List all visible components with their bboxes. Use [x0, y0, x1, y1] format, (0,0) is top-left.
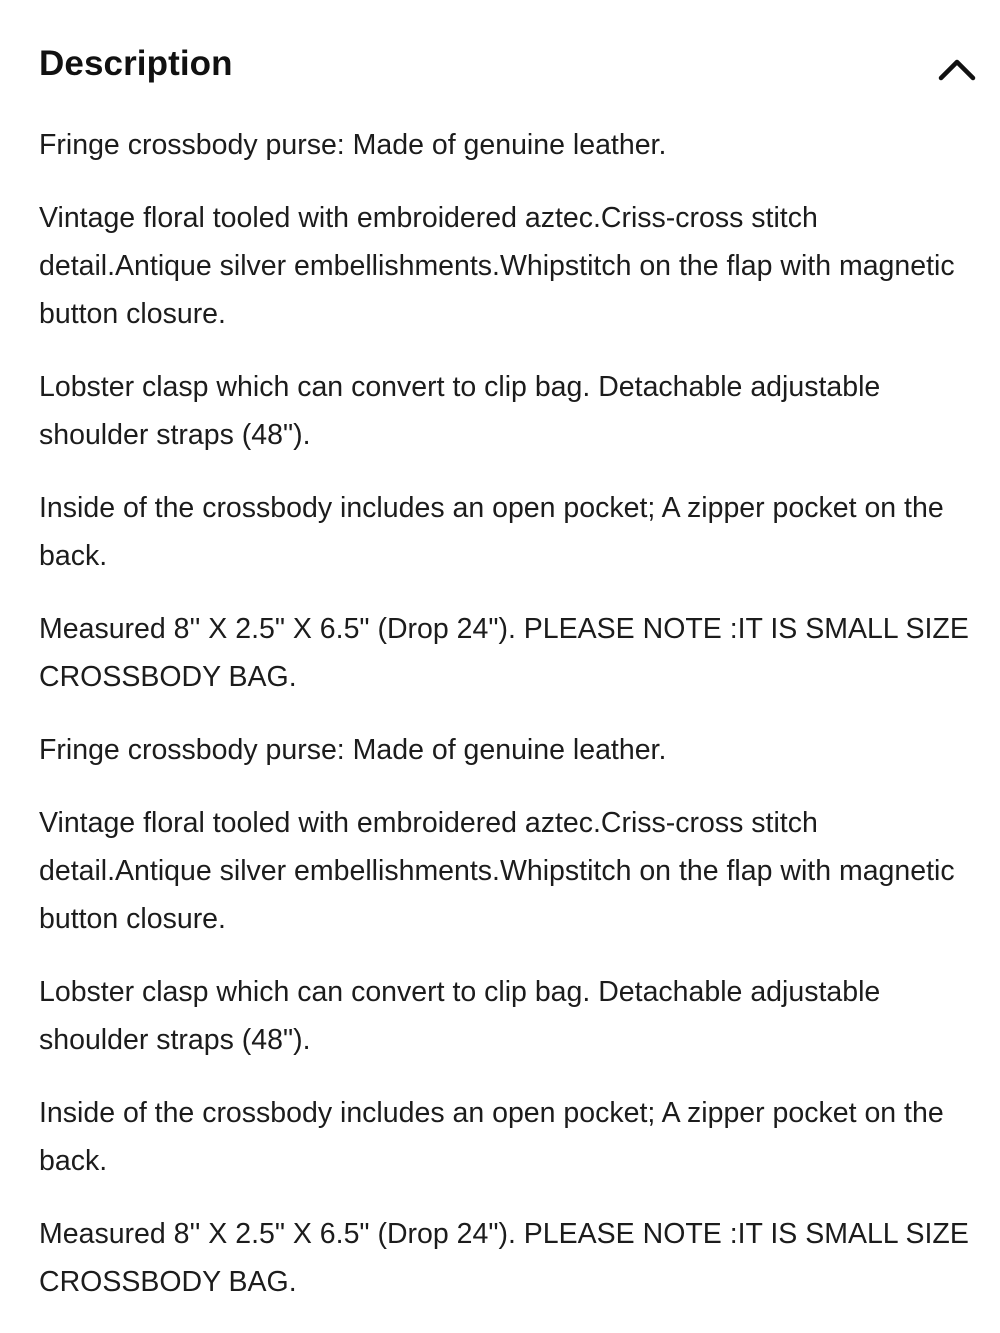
- description-paragraph: Fringe crossbody purse: Made of genuine leather.: [39, 734, 667, 766]
- description-paragraph: Inside of the crossbody includes an open pocket; A zipper pocket on the back.: [39, 1097, 944, 1177]
- description-paragraph: Vintage floral tooled with embroidered aztec.Criss-cross stitch detail.Antique silver embellishments.Whipstitch on the flap with magnetic button closure.: [39, 202, 955, 330]
- description-paragraph: Lobster clasp which can convert to clip bag. Detachable adjustable shoulder straps (48").: [39, 371, 881, 451]
- description-paragraph: Measured 8'' X 2.5" X 6.5" (Drop 24"). PLEASE NOTE :IT IS SMALL SIZE CROSSBODY BAG.: [39, 1218, 969, 1298]
- section-title: Description: [39, 44, 233, 83]
- chevron-up-icon: [935, 48, 979, 88]
- description-body: [39, 121, 984, 1331]
- description-paragraph: Vintage floral tooled with embroidered aztec.Criss-cross stitch detail.Antique silver embellishments.Whipstitch on the flap with magnetic button closure.: [39, 807, 955, 935]
- description-paragraph: Inside of the crossbody includes an open pocket; A zipper pocket on the back.: [39, 492, 944, 572]
- description-paragraph: Fringe crossbody purse: Made of genuine leather.: [39, 129, 667, 161]
- description-section-header[interactable]: [39, 40, 979, 96]
- collapse-button[interactable]: [935, 48, 979, 88]
- description-paragraph: Measured 8'' X 2.5" X 6.5" (Drop 24"). PLEASE NOTE :IT IS SMALL SIZE CROSSBODY BAG.: [39, 613, 969, 693]
- description-paragraph: Lobster clasp which can convert to clip bag. Detachable adjustable shoulder straps (48").: [39, 976, 881, 1056]
